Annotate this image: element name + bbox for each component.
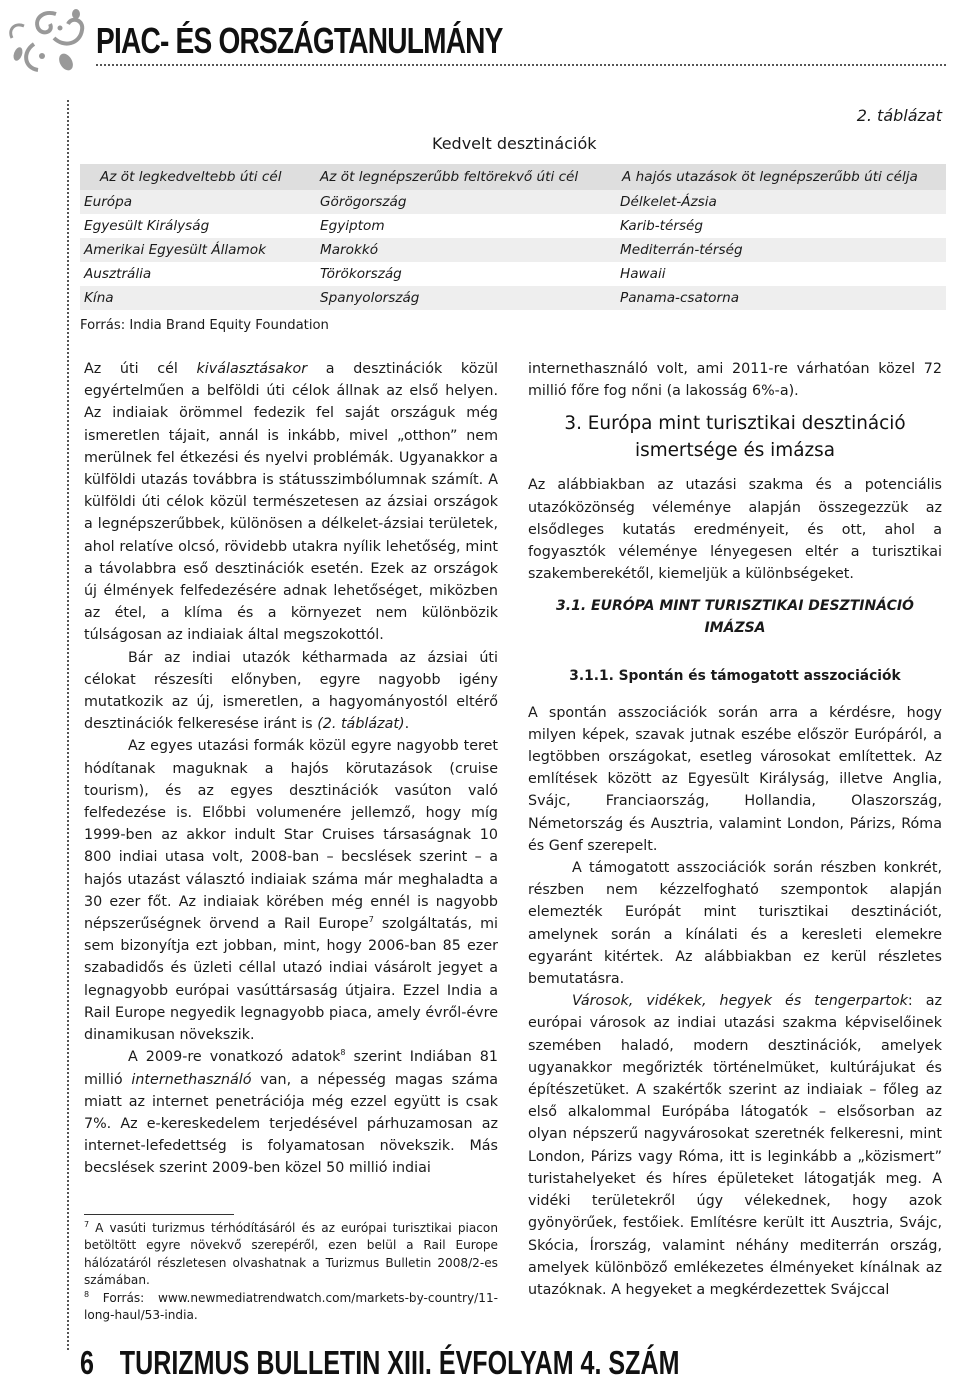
- section-title: 3. Európa mint turisztikai desztináció ismertsége és imázsa: [564, 413, 906, 462]
- table-row: [80, 286, 946, 310]
- table-cell: Marokkó: [320, 242, 379, 258]
- text-run: Bár az indiai utazók kétharmada az ázsiai úti célokat részesíti előnyben, egyre nagyobb igény mutatkozik az új, ismeretlen, a hagyományostól eltérő desztinációk felkeresése iránt is: [84, 649, 498, 733]
- right-paragraph-4: [528, 990, 942, 1301]
- table-cell: Európa: [84, 194, 133, 210]
- text-run-italic: Városok, vidékek, hegyek és tengerpartok: [572, 993, 908, 1010]
- left-paragraph-1: [84, 358, 498, 647]
- table-cell: Törökország: [320, 266, 402, 282]
- table-row: [80, 238, 946, 262]
- footnotes: [84, 1220, 498, 1324]
- subsection-title: 3.1. EURÓPA MINT TURISZTIKAI DESZTINÁCIÓ IMÁZSA: [556, 598, 914, 637]
- text-run: szolgáltatás, mi sem bizonyítja ezt jobban, mint, hogy 2006-ban 85 ezer szabadidős és üzleti céllal utazó indiai vásárolt jegyet a legnagyobb európai vasúttársaság útjaira. Ezzel India a Rail Europe negyedik legnagyobb piaca, amely évről-évre dinamikusan növekszik.: [84, 916, 498, 1044]
- table-cell: Hawaii: [620, 266, 666, 282]
- table-cell: Egyesült Királyság: [84, 218, 210, 234]
- table-caption: Kedvelt desztinációk: [432, 134, 597, 153]
- table-cell: Görögország: [320, 194, 407, 210]
- footnote-number: 8: [84, 1289, 90, 1299]
- page-header-title: PIAC- ÉS ORSZÁGTANULMÁNY: [96, 20, 503, 61]
- text-run: a desztinációk közül egyértelműen a belföldi úti célok állnak az első helyen. Az indiaiak örömmel fedezik fel saját országuk még ismeretlen tájait, annál is inkább, mivel „otthon” nem merülnek fel étkezési és nyelvi problémák. Ugyanakkor a külföldi utazás továbbra is státusszimbólumnak számít. A külföldi úti célok közül természetesen az ázsiai országok a legnépszerűbbek, különösen a délkelet-ázsiai területek, ahol relatíve olcsó, rövidebb utakra nyílik lehetőség, mint a távolabbra eső desztinációk esetén. Ezek az országok új élmények felfedezésére adnak lehetőséget, miközben az étel, a klíma és a környezet nem különbözik túlságosan az indiaiak által megszokottól.: [84, 361, 498, 644]
- table-cell: Kína: [84, 290, 114, 306]
- footnote-ref[interactable]: 7: [368, 915, 374, 925]
- table-cell: Panama-csatorna: [620, 290, 740, 306]
- text-run-italic: internethasználó: [131, 1071, 252, 1088]
- table-row: [80, 214, 946, 238]
- table-cell: Egyiptom: [320, 218, 385, 234]
- header-dotted-rule: [96, 64, 946, 66]
- table-cell: Amerikai Egyesült Államok: [84, 242, 266, 258]
- text-run: Az egyes utazási formák közül egyre nagyobb teret hódítanak maguknak a hajós körutazások (cruise tourism), és az egyes desztinációk vasúton való felfedezése is. Előbbi volumenére jellemző, hogy míg 1999-ben az akkor indult Star Cruises társaságnak 10 800 indiai utasa volt, 2008-ban – becslések szerint – a hajós utazást választó indiaiak száma már meghaladta a 30 ezer főt. Az indiaiak körében még ennél is nagyobb népszerűségnek örvend a Rail Europe: [84, 738, 498, 933]
- table-cell: Ausztrália: [84, 266, 152, 282]
- left-paragraph-2: [84, 647, 498, 736]
- table-source: Forrás: India Brand Equity Foundation: [80, 318, 329, 333]
- table-cell: Délkelet-Ázsia: [620, 194, 717, 210]
- text-run: A 2009-re vonatkozó adatok: [128, 1049, 341, 1066]
- right-column: [528, 358, 942, 1301]
- text-run: van, a népesség magas száma miatt az internet penetrációja még ezzel együtt is csak 7%. Az e-kereskedelem terjedésével párhuzamosan az internet-lefedettség is folyamatosan növekszik. Más becslések szerint 2009-ben közel 50 millió indiai: [84, 1071, 499, 1177]
- left-paragraph-3: [84, 735, 498, 1046]
- table-number: 2. táblázat: [856, 106, 942, 125]
- table-cell: Karib-térség: [620, 218, 704, 234]
- right-paragraph-0: internethasználó volt, ami 2011-re várhatóan közel 72 millió főre fog nőni (a lakosság 6%-a).: [528, 361, 942, 400]
- right-paragraph-3: A támogatott asszociációk során részben konkrét, részben nem kézzelfogható szempontok alapján elemezték Európát mint turisztikai desztinációt, amelynek során a kínálati és a keresleti elemekre egyaránt kitértek. Az alábbiakban ez kerül részletes bemutatásra.: [528, 860, 942, 988]
- right-paragraph-1: Az alábbiakban az utazási szakma és a potenciális utazóközönség véleménye alapján összegezzük az elsődleges kutatás eredményeit, és ott, ahol a fogyasztók véleménye lényegesen eltér a turisztikai szakemberekétől, kiemeljük a különbségeket.: [528, 477, 942, 583]
- table-header-cell: Az öt legnépszerűbb feltörekvő úti cél: [320, 169, 579, 185]
- page-number: 6: [80, 1344, 94, 1381]
- left-column: [84, 358, 498, 1180]
- footnote-ref[interactable]: 8: [340, 1048, 346, 1058]
- text-run: Az úti cél: [84, 361, 197, 377]
- footnote-number: 7: [84, 1219, 90, 1229]
- footnote-rule: [84, 1214, 234, 1215]
- footnote-7: [84, 1220, 498, 1290]
- table-cell: Mediterrán-térség: [620, 242, 743, 258]
- text-run: : az európai városok az indiai utazási szakma képviselőinek szemében haladó, modern desztinációk, amelyek ugyanakkor megőrizték történelmüket, kultúrájukat és építészetüket. A szakértők szerint az indiaiak – főleg az első alkalommal Európába látogatók – elsősorban az olyan népszerű nagyvárosokat szeretnék felkeresni, mint London, Párizs vagy Róma, itt is leginkább a „közismert” turistahelyeket és híres épületeket látogatják meg. A vidéki területekről úgy vélekednek, hogy azok gyönyörűek, festőiek. Említésre került itt Ausztria, Svájc, Skócia, Írország, valamint néhány mediterrán ország, amelyek különböző emlékezetes élményeket kínálnak az utazóknak. A hegyeket a megkérdezettek Svájccal: [528, 993, 942, 1298]
- footnote-text: A vasúti turizmus térhódításáról és az európai turisztikai piacon betöltött egyre növekvő szerepéről, ezen belül a Rail Europe hálózatáról részletesen olvashatnak a Turizmus Bulletin 2008/2-es számában.: [84, 1221, 498, 1288]
- footnote-text: Forrás: www.newmediatrendwatch.com/markets-by-country/11-long-haul/53-india.: [84, 1290, 498, 1323]
- text-run: szerint Indiában 81 millió: [84, 1049, 498, 1088]
- text-run-italic: kiválasztásakor: [196, 361, 308, 377]
- left-dotted-rule: [67, 100, 69, 1350]
- table-cell: Spanyolország: [320, 290, 420, 306]
- table-row: [80, 262, 946, 286]
- destinations-table: [80, 164, 946, 310]
- table-reference-link[interactable]: (2. táblázat): [317, 716, 405, 733]
- publication-name: TURIZMUS BULLETIN XIII. ÉVFOLYAM 4. SZÁM: [119, 1344, 680, 1381]
- folk-ornament-icon: [4, 8, 88, 78]
- subsubsection-title: 3.1.1. Spontán és támogatott asszociációk: [569, 668, 901, 685]
- text-run: .: [404, 716, 410, 733]
- right-paragraph-2: A spontán asszociációk során arra a kérdésre, hogy milyen képek, szavak jutnak eszébe először Európáról, a legtöbben országokat, esetleg városokat említettek. Az említések között az Egyesült Királyság, illetve Anglia, Svájc, Franciaország, Hollandia, Olaszország, Németország és Ausztria, valamint London, Párizs, Róma és Genf szerepelt.: [528, 704, 942, 854]
- left-paragraph-4: [84, 1046, 498, 1179]
- table-header-cell: A hajós utazások öt legnépszerűbb úti célja: [622, 169, 918, 185]
- table-row: [80, 190, 946, 214]
- footnote-8: [84, 1290, 498, 1325]
- page-footer: [80, 1344, 679, 1382]
- table-header-cell: Az öt legkedveltebb úti cél: [100, 169, 282, 185]
- table-header-row: [80, 164, 946, 190]
